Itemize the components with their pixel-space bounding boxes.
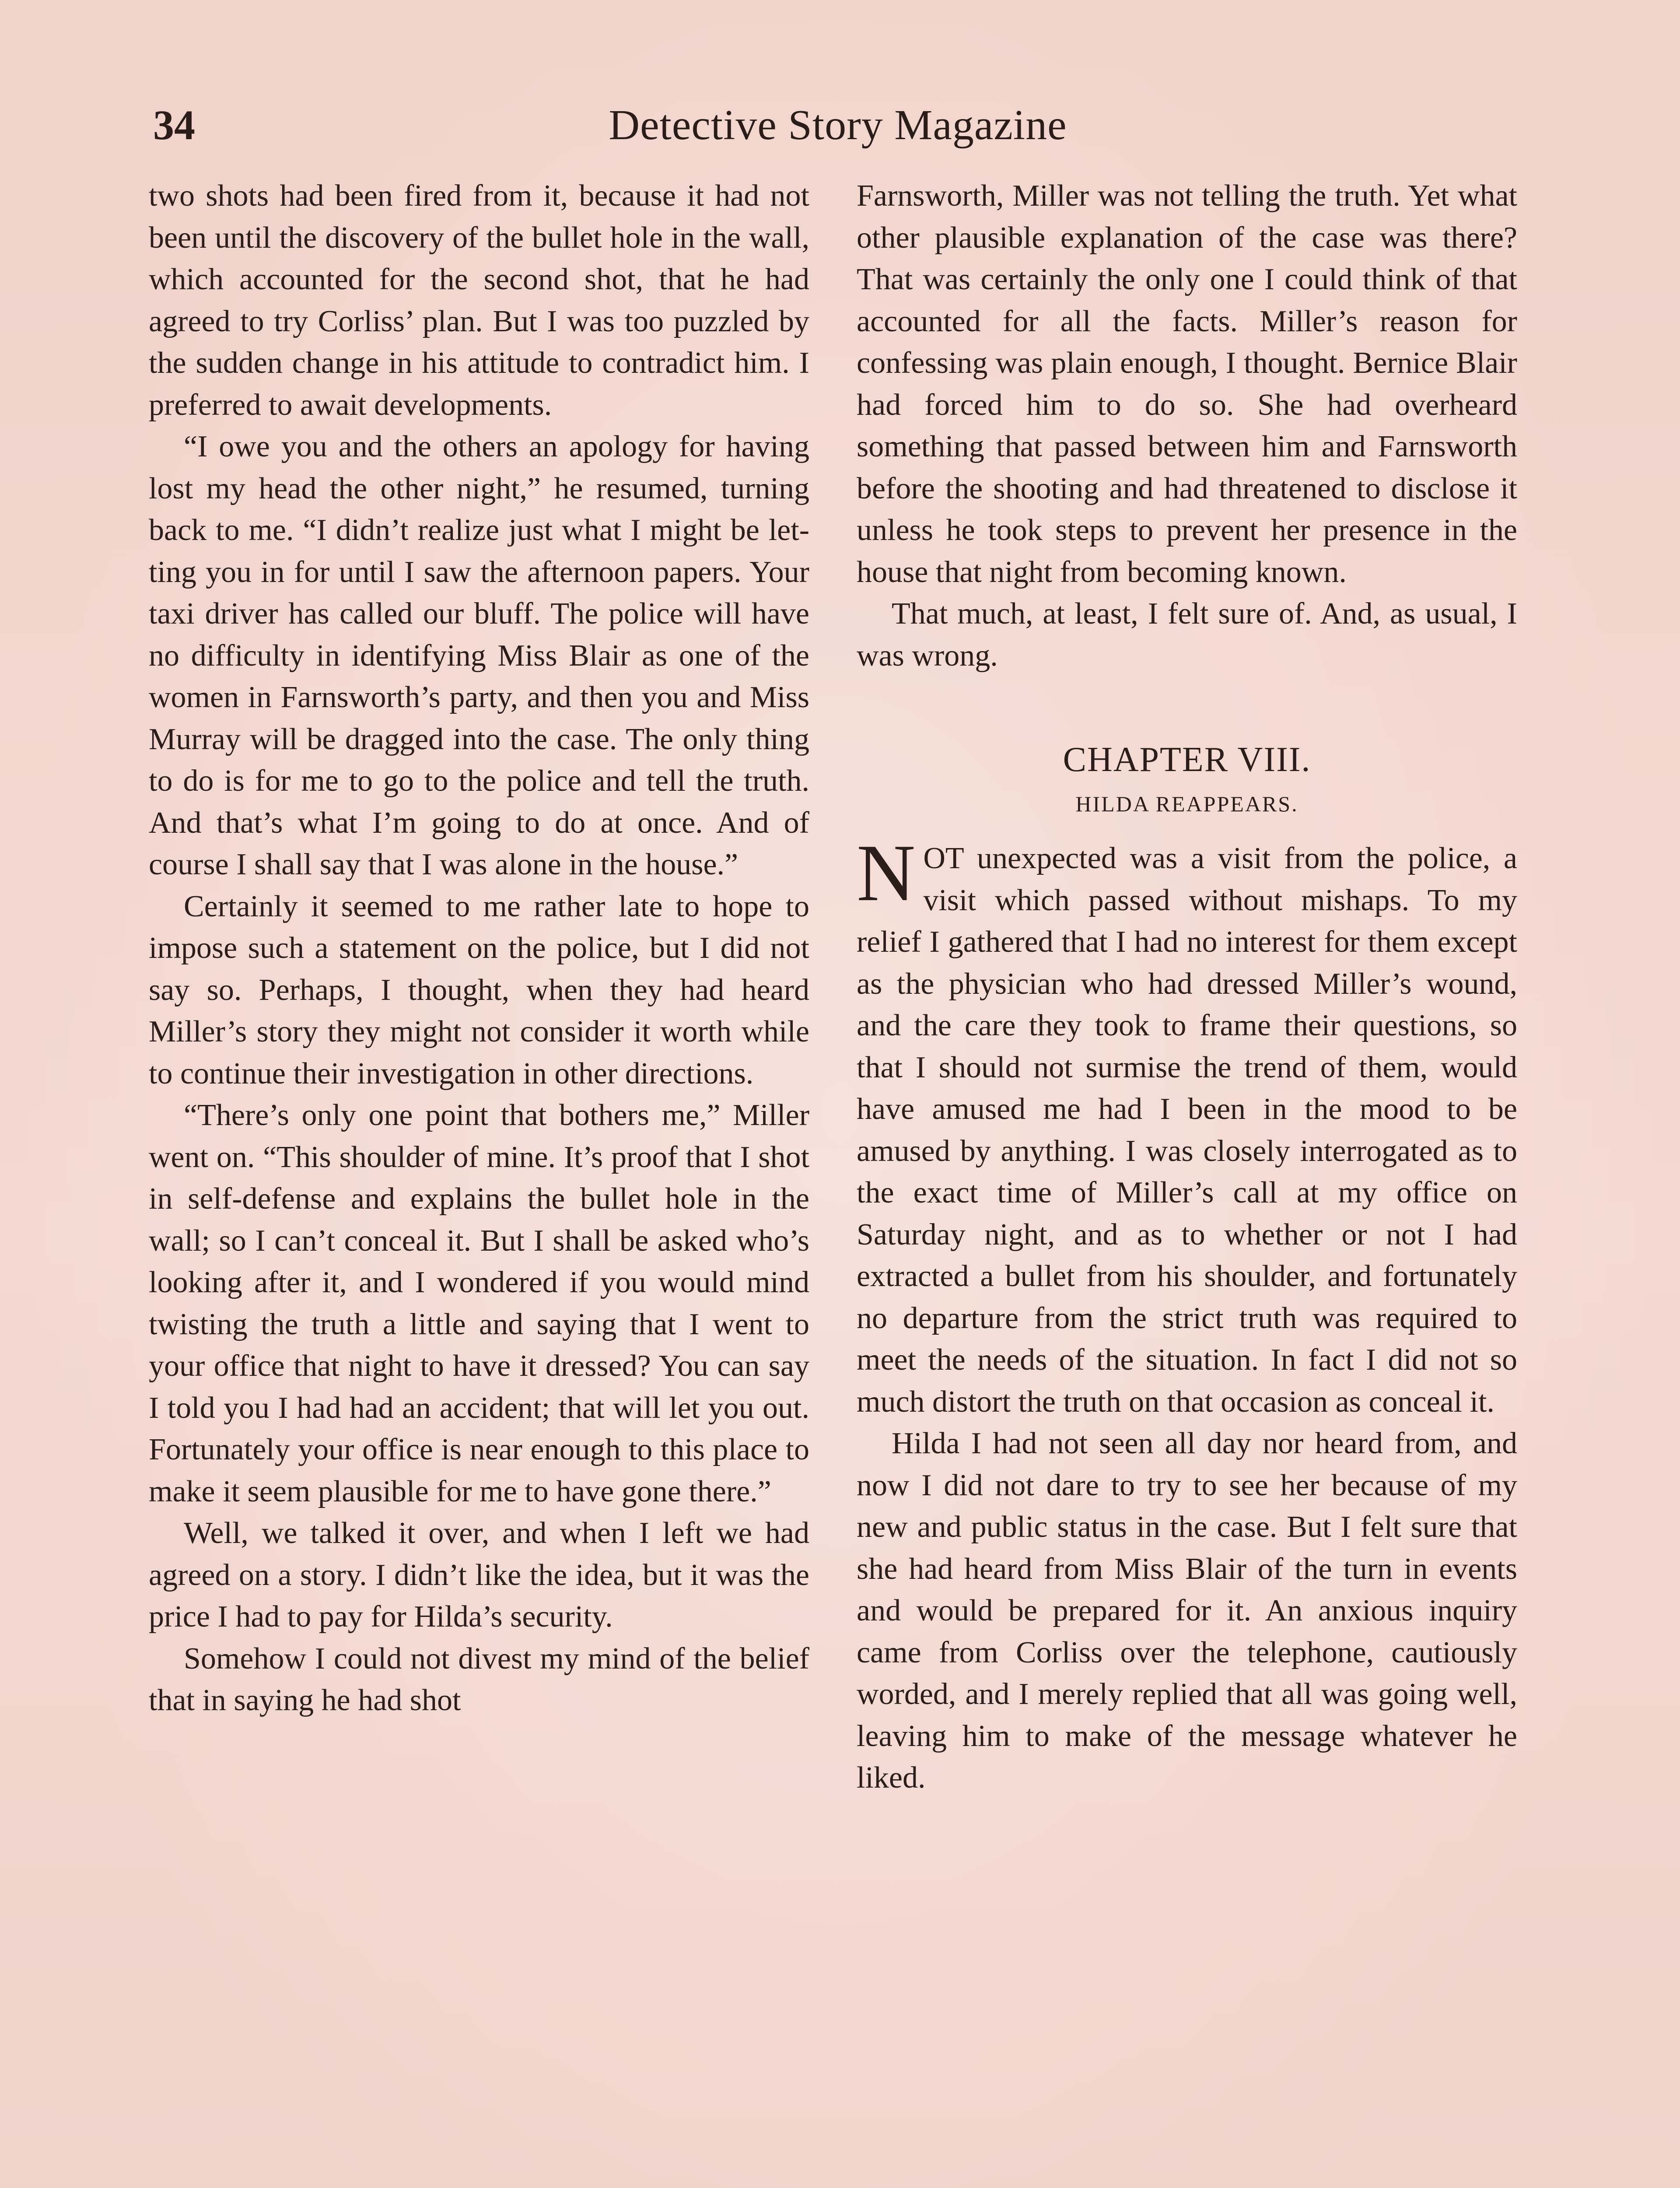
drop-cap: N <box>857 828 916 918</box>
paragraph: “I owe you and the others an apology for having lost my head the other night,” he resumed, turning back to me. “I didn’t realize just what I might be letting you in for until I saw the afternoon papers. Your taxi driver has called our bluff. The police will have no difficulty in identifying Miss Blair as one of the women in Farnsworth’s party, and then you and Miss Murray will be dragged into the case. The only thing to do is for me to go to the police and tell the truth. And that’s what I’m going to do at once. And of course I shall say that I was alone in the house.” <box>149 430 809 881</box>
left-column <box>149 175 809 1722</box>
page-number: 34 <box>153 102 195 148</box>
paragraph: Hilda I had not seen all day nor heard from, and now I did not dare to try to see her because of my new and public status in the case. But I felt sure that she had heard from Miss Blair of the turn in events and would be prepared for it. An anxious inquiry came from Corliss over the telephone, cautiously worded, and I merely replied that all was going well, leaving him to make of the message whatever he liked. <box>857 1427 1517 1795</box>
running-title: Detective Story Magazine <box>609 102 1067 149</box>
chapter-subtitle: HILDA REAPPEARS. <box>1075 792 1298 816</box>
page-header <box>153 101 1522 162</box>
paragraph: two shots had been fired from it, because it had not been until the discovery of the bullet hole in the wall, which accounted for the second shot, that he had agreed to try Corliss’ plan. But I was too puzzled by the sudden change in his attitude to contradict him. I preferred to await developments. <box>149 179 809 422</box>
paragraph: That much, at least, I felt sure of. And, as usual, I was wrong. <box>857 597 1517 673</box>
paragraph: Somehow I could not divest my mind of the belief that in saying he had shot <box>149 1641 809 1717</box>
chapter-opening-paragraph <box>857 828 1517 1423</box>
paragraph: Farnsworth, Miller was not telling the truth. Yet what other plausible explanation of the case was there? That was certainly the only one I could think of that accounted for all the facts. Miller’s reason for confessing was plain enough, I thought. Bernice Blair had forced him to do so. She had overheard something that passed between him and Farnsworth before the shooting and had threatened to disclose it unless he took steps to prevent her presence in the house that night from becoming known. <box>857 179 1517 589</box>
chapter-heading: CHAPTER VIII. <box>1063 740 1311 779</box>
paragraph: “There’s only one point that bothers me,” Miller went on. “This shoulder of mine. It’s proof that I shot in self-defense and explains the bullet hole in the wall; so I can’t conceal it. But I shall be asked who’s looking after it, and I wondered if you would mind twisting the truth a little and saying that I went to your office that night to have it dressed? You can say I told you I had had an accident; that will let you out. Fortunately your office is near enough to this place to make it seem plausible for me to have gone there.” <box>149 1098 809 1508</box>
paragraph-text: OT unexpected was a visit from the police, a visit which passed without mishaps. To my relief I gathered that I had no interest for them except as the physician who had dressed Miller’s wound, and the care they took to frame their questions, so that I should not surmise the trend of them, would have amused me had I been in the mood to be amused by anything. I was closely interrogated as to the exact time of Miller’s call at my office on Saturday night, and as to whether or not I had extracted a bullet from his shoulder, and fortunately no departure from the strict truth was required to meet the needs of the situation. In fact I did not so much distort the truth on that occasion as conceal it. <box>857 842 1517 1419</box>
paragraph: Well, we talked it over, and when I left we had agreed on a story. I didn’t like the idea, but it was the price I had to pay for Hilda’s security. <box>149 1516 809 1634</box>
right-column <box>857 175 1517 1799</box>
paragraph: Certainly it seemed to me rather late to hope to impose such a statement on the police, but I did not say so. Perhaps, I thought, when they had heard Miller’s story they might not consider it worth while to continue their investigation in other directions. <box>149 889 809 1090</box>
